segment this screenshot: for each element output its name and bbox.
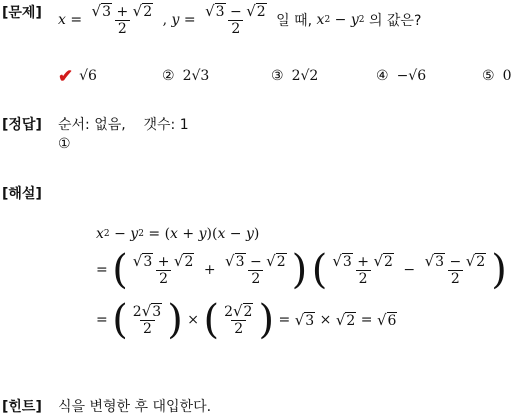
choice-5[interactable] [482,64,511,88]
solution-line-3: = ( $\frac{2√3}{2}$ ) × ( $\frac{2√2}{2}$ ) = √3 × √2 = √6 [96,297,397,343]
fraction-x: $\frac{√3 + √2}{2}$ [91,2,153,37]
answer-line: 순서: 없음, 갯수: 1 [58,117,189,133]
solution-label: [해설] [2,186,42,202]
choice-2[interactable] [162,64,209,88]
choice-5-number: ⑤ [482,68,495,84]
choice-4-number: ④ [376,68,389,84]
choice-3-number: ③ [271,68,284,84]
answer-choice: ① [58,136,71,152]
choice-5-value: 0 [502,68,512,84]
problem-label: [문제] [2,5,42,21]
choice-2-number: ② [162,68,175,84]
fraction-y: $\frac{√3 - √2}{2}$ [205,2,266,37]
choice-1[interactable] [58,64,97,88]
problem-ask: 의 값은? [368,13,422,29]
choice-4-value: −√6 [396,68,427,84]
choice-3[interactable] [271,64,318,88]
choice-2-value: 2√3 [182,68,210,84]
hint-text: 식을 변형한 후 대입한다. [58,399,212,415]
answer-label: [정답] [2,117,42,133]
choice-1-value: √6 [79,68,97,84]
choice-3-value: 2√2 [291,68,319,84]
solution-line-1: x 2 − y 2 = ( x + y )( x − y ) [96,226,260,242]
checkmark-icon: ✔ [58,65,74,87]
choice-4[interactable] [376,64,426,88]
solution-line-2: = ( $\frac{√3 + √2}{2}$ + $\frac{√3 - √2}{2}$ ) ( $\frac{√3 + √2}{2}$ − $\frac{√3 - √2}{2}$ ) [96,247,507,293]
problem-suffix: 일 때, [276,13,313,29]
problem-statement: x = $\frac{√3 + √2}{2}$ , y = $\frac{√3 - √2}{2}$ 일 때, x 2 − y 2 의 값은? [58,2,422,37]
hint-label: [힌트] [2,399,42,415]
